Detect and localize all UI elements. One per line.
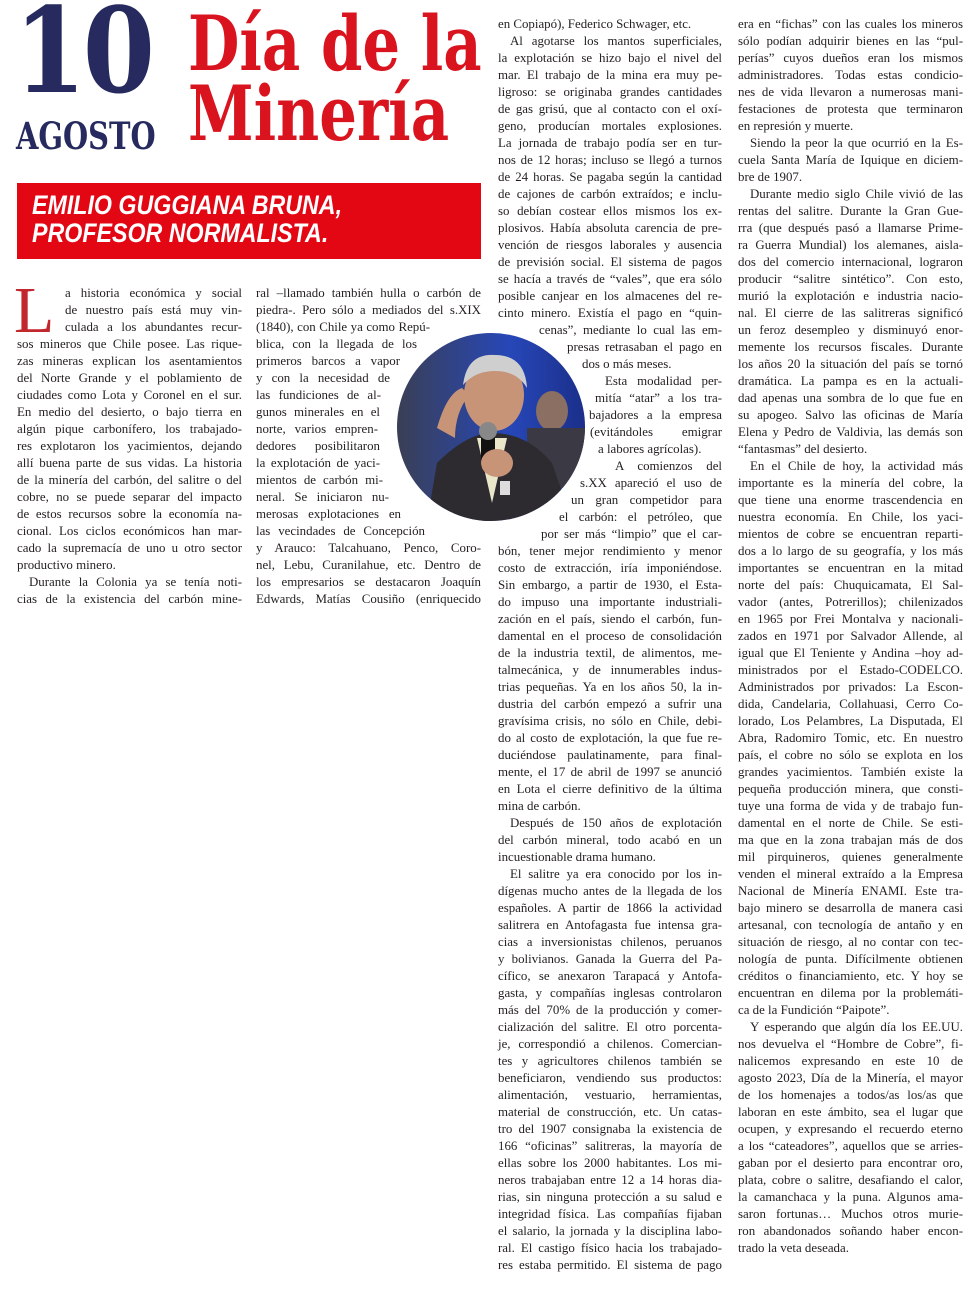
text-line: un feroz desempleo y disminuyó enor- <box>738 323 963 337</box>
text-line: mitía “atar” a los tra- <box>595 391 722 405</box>
text-line: Al agotarse los mantos superficiales, <box>510 34 722 48</box>
text-line: ellas sobre los 2000 habitantes. Los mi- <box>498 1156 722 1170</box>
text-line: a historia económica y social <box>65 286 242 300</box>
text-line: trado la veta deseada. <box>738 1241 849 1255</box>
text-line: se hacía a través de “vales”, que era sólo <box>498 272 722 286</box>
text-line: créditos o financiamiento, etc. Y hoy se <box>738 969 963 983</box>
text-line: rias, sin ninguna protección a su salud e <box>498 1190 722 1204</box>
text-line: integridad física. Las compañías fijaban <box>498 1207 722 1221</box>
text-line: (evitándoles emigrar <box>590 425 722 439</box>
headline-line-1: Día de la <box>188 0 482 88</box>
text-line: cialización del salitre. El otro porcenta- <box>498 1020 722 1034</box>
text-line: incuestionable drama humano. <box>498 850 656 864</box>
text-line: norte del país: Chuquicamata, El Sal- <box>738 578 963 592</box>
text-line: cenas”, mediante lo cual las em- <box>539 323 722 337</box>
text-line: a los “cateadores”, aquellos que se arries- <box>738 1139 963 1153</box>
text-line: de previsión social. El sistema de pagos <box>498 255 722 269</box>
text-line: Abra, Radomiro Tomic, etc. En nuestro <box>738 731 963 745</box>
text-line: primeros barcos a vapor <box>256 354 400 368</box>
text-line: tuye una forma de vida y de trabajo fun- <box>738 799 963 813</box>
text-line: dígenas mucho antes de la llegada de los <box>498 884 722 898</box>
text-line: los empresarios se destacaron Joaquín <box>256 575 481 589</box>
text-line: ral –llamado también hulla o carbón de <box>256 286 481 300</box>
text-line: cias a inversionistas chilenos, peruanos <box>498 935 722 949</box>
text-line: grandes yacimientos. También existe la <box>738 765 963 779</box>
text-line: cias de la existencia del carbón mine- <box>17 592 242 606</box>
text-line: plosivos. Había absoluta carencia de pre- <box>498 221 722 235</box>
text-line: mina de carbón. <box>498 799 581 813</box>
text-line: alimentación, vestuario, herramientas, <box>498 1088 722 1102</box>
text-line: je, correspondió a chilenos. Comercian- <box>498 1037 722 1051</box>
text-line: presas retrasaban el pago en <box>567 340 722 354</box>
text-line: agosto 2023, Día de la Minería, el mayor <box>738 1071 963 1085</box>
text-line: nes de vida llevaron a numerosas mani- <box>738 85 963 99</box>
text-line: damental en el norte de Chile. Se esti- <box>738 816 963 830</box>
text-line: (1840), con Chile ya como Repú- <box>256 320 430 334</box>
text-line: situación de riesgo, al no contar con tec- <box>738 935 963 949</box>
text-line: bón, tener mejor rendimiento y menor <box>498 544 722 558</box>
text-line: españoles. A partir de 1866 la actividad <box>498 901 722 915</box>
text-line: nología de punta. Difícilmente obtienen <box>738 952 963 966</box>
text-line: geno, producían mortales explosiones. <box>498 119 722 133</box>
text-line: dustria del carbón empezó a sufrir una <box>498 697 722 711</box>
text-line: sos mineros que Chile posee. Las rique- <box>17 337 242 351</box>
author-name: EMILIO GUGGIANA BRUNA, <box>32 190 343 220</box>
text-line: vador (antes, Potrerillos); chilenizados <box>738 595 963 609</box>
text-line: la explotación de yaci- <box>256 456 380 470</box>
text-line: trias pequeñas. Ya en los años 50, la in- <box>498 680 722 694</box>
text-line: murió la explotación e industria nacio- <box>738 289 963 303</box>
text-line: que tiene una enorme trascendencia en <box>738 493 963 507</box>
text-line: do al costo de explotación, la que fue re- <box>498 731 722 745</box>
text-line: del Norte Grande y el poblamiento de <box>17 371 242 385</box>
text-line: y bolivianos. Ganada la Guerra del Pa- <box>498 952 722 966</box>
text-line: de la minería del carbón, del salitre o del <box>17 473 242 487</box>
text-line: de cajones de carbón extraídos; e inclu- <box>498 187 722 201</box>
text-line: de nuestro país está muy vin- <box>65 303 242 317</box>
text-line: Durante la Colonia ya se tenía noti- <box>29 575 242 589</box>
text-line: cífico, se anexaron Tarapacá y Antofa- <box>498 969 722 983</box>
text-line: nuestra economía. En Chile, los yaci- <box>738 510 963 524</box>
text-line: merosas explotaciones en <box>256 507 401 521</box>
text-line: Durante medio siglo Chile vivió de las <box>750 187 963 201</box>
text-line: cobre, no se puede separar del impacto <box>17 490 242 504</box>
text-line: por ser más “limpio” que el car- <box>541 527 722 541</box>
text-line: gravísima crisis, no sólo en Chile, debi- <box>498 714 722 728</box>
text-line: de los homenajes a todos/as los/as que <box>738 1088 963 1102</box>
text-line: algún pique carbonífero, los trabajado- <box>17 422 242 436</box>
text-line: saron fortunas… Muchos otros murie- <box>738 1207 963 1221</box>
text-line: Sin embargo, a partir de 1930, el Esta- <box>498 578 722 592</box>
text-line: bajadores a la empresa <box>589 408 722 422</box>
text-line: de 24 horas. Se pagaba según la cantidad <box>498 170 722 184</box>
text-line: costo de extracción, iría imponiéndose. <box>498 561 722 575</box>
text-line: dramática. La pampa es en la actuali- <box>738 374 963 388</box>
text-line: Y esperando que algún día los EE.UU. <box>750 1020 963 1034</box>
text-line: Después de 150 años de explotación <box>510 816 722 830</box>
text-line: ma que en la zona trabajan más de dos <box>738 833 963 847</box>
author-title: PROFESOR NORMALISTA. <box>32 218 329 248</box>
text-line: bre de 1907. <box>738 170 803 184</box>
text-line: sólo podían adquirir bienes en las “pul- <box>738 34 963 48</box>
text-line: dad apenas una sombra de lo que fue en <box>738 391 963 405</box>
text-line: a labores agrícolas). <box>598 442 702 456</box>
text-line: zados en 1971 por Salvador Allende, al <box>738 629 963 643</box>
text-line: igual que El Teniente y Andina –hoy ad- <box>738 646 963 660</box>
text-line: ra Guerra Mundial) los alemanes, aisla- <box>738 238 963 252</box>
drop-cap: L <box>14 274 55 347</box>
text-line: nalicemos expresando en este 10 de <box>738 1054 963 1068</box>
text-line: en 1965 por Frei Montalva y nacionali- <box>738 612 963 626</box>
text-line: ral. El castigo físico hacia los trabajado- <box>498 1241 722 1255</box>
text-line: Elena y Pedro de Valdivia, las demás son <box>738 425 963 439</box>
text-line: de la industria textil, de alimentos, me- <box>498 646 722 660</box>
text-line: gunos minerales en el <box>256 405 380 419</box>
text-line: de estos recursos sobre la economía na- <box>17 507 242 521</box>
text-line: en Lota el cierre definitivo de la última <box>498 782 722 796</box>
text-line: rra (que después pasó a llamarse Prime- <box>738 221 963 235</box>
text-line: rentas del salitre. Durante la Gran Gue- <box>738 204 963 218</box>
text-line: era en “fichas” con las cuales los mineros <box>738 17 963 31</box>
text-line: ciudades como Lota y Coronel en el sur. <box>17 388 242 402</box>
text-line: mente, el 17 de abril de 1997 se anunció <box>498 765 722 779</box>
text-line: laboran en este ámbito, sea el lugar que <box>738 1105 963 1119</box>
text-line: ministrados por el Estado-CODELCO. <box>738 663 963 677</box>
text-line: venden el mineral extraído a la Empresa <box>738 867 963 881</box>
text-line: dos a lo largo de su geografía, y los más <box>738 544 963 558</box>
text-line: nos devuelva el “Hombre de Cobre”, fi- <box>738 1037 963 1051</box>
text-line: tes y agricultores chilenos también se <box>498 1054 722 1068</box>
text-line: beneficiaron, vendiendo sus productos: <box>498 1071 722 1085</box>
text-line: mientos de carbón mi- <box>256 473 383 487</box>
text-line: el salario, la jornada y la disciplina labo- <box>498 1224 722 1238</box>
text-line: los años 20 la situación del país se tornó <box>738 357 963 371</box>
text-line: ligroso: se originaba grandes cantidades <box>498 85 722 99</box>
text-line: mar. El trabajo de la mina era muy pe- <box>498 68 722 82</box>
text-line: mil pirquineros, quienes generalmente <box>738 850 963 864</box>
text-line: zas mineras explican los asentamientos <box>17 354 242 368</box>
text-line: posible canjear en los almacenes del re- <box>498 289 722 303</box>
text-line: gasta, y compañías inglesas controlaron <box>498 986 722 1000</box>
text-line: lorado, Los Pelambres, La Disputada, El <box>738 714 963 728</box>
text-line: las fundiciones de al- <box>256 388 381 402</box>
text-line: festaciones de protesta que terminaron <box>738 102 963 116</box>
text-line: talmecánica, y de innumerables indus- <box>498 663 722 677</box>
text-line: tro del 1907 consignaba la existencia de <box>498 1122 722 1136</box>
text-line: material de construcción, etc. Un catas- <box>498 1105 722 1119</box>
author-photo <box>397 333 585 521</box>
text-line: dos del comercio internacional, lograron <box>738 255 963 269</box>
text-line: encuentran en dilema por la problemáti- <box>738 986 963 1000</box>
text-line: norte, varios empren- <box>256 422 378 436</box>
text-line: neral. Se iniciaron nu- <box>256 490 389 504</box>
text-line: zación en el país, siendo el carbón, fun- <box>498 612 722 626</box>
text-line: Administrados por privados: La Escon- <box>738 680 963 694</box>
text-line: perías” cuyos dueños eran los mismos <box>738 51 963 65</box>
text-line: cional. Los ciclos económicos han mar- <box>17 524 242 538</box>
text-line: la camanchaca y la puna. Algunos ama- <box>738 1190 963 1204</box>
author-banner <box>17 183 481 259</box>
text-line: A comienzos del <box>615 459 722 473</box>
text-line: la explotación se hizo bajo el nivel del <box>498 51 722 65</box>
text-line: bajo minero se desarrolla de manera casi <box>738 901 963 915</box>
text-line: Nacional de Minería ENAMI. Este tra- <box>738 884 963 898</box>
text-line: memente los recursos fiscales. Durante <box>738 340 963 354</box>
text-line: importante es la minería del cobre, la <box>738 476 963 490</box>
text-line: do impuso una importante industriali- <box>498 595 722 609</box>
text-line: “fantasmas” del desierto. <box>738 442 868 456</box>
text-line: Siendo la peor la que ocurrió en la Es- <box>750 136 963 150</box>
text-line: su apogeo. Salvo las oficinas de María <box>738 408 963 422</box>
text-line: res estaba permitido. El sistema de pago <box>498 1258 722 1272</box>
text-line: vención de riesgos laborales y ausencia <box>498 238 722 252</box>
text-line: artesanal, con tecnología de antaño y en <box>738 918 963 932</box>
text-line: y Arauco: Talcahuano, Penco, Coro- <box>256 541 481 555</box>
text-line: neros trabajaban entre 12 a 14 horas dia- <box>498 1173 722 1187</box>
text-line: nal. El cierre de las salitreras significó <box>738 306 963 320</box>
text-line: productivo minero. <box>17 558 116 572</box>
text-line: damental en el proceso de consolidación <box>498 629 722 643</box>
text-line: nel, Lebu, Curanilahue, etc. Dentro de <box>256 558 481 572</box>
text-line: país, el cobre no sólo se explota en los <box>738 748 963 762</box>
text-line: en represión y muerte. <box>738 119 854 133</box>
headline-line-2: Minería <box>188 69 450 158</box>
text-line: ron abandonados soñando haber encon- <box>738 1224 963 1238</box>
text-line: allí buena parte de sus vidas. La historia <box>17 456 242 470</box>
text-line: El salitre ya era conocido por los in- <box>510 867 722 881</box>
text-line: más del 70% de la producción y comer- <box>498 1003 722 1017</box>
text-line: piedra-. Pero sólo a mediados del s.XIX <box>256 303 481 317</box>
text-line: dida, Candelaria, Collahuasi, Cerro Co- <box>738 697 963 711</box>
text-line: las vecindades de Concepción <box>256 524 425 538</box>
text-line: Esta modalidad per- <box>605 374 722 388</box>
date-month: AGOSTO <box>16 114 156 158</box>
text-line: cado la supremacía de uno u otro sector <box>17 541 242 555</box>
text-line: salitrera en Antofagasta fue intensa gra- <box>498 918 722 932</box>
text-line: duciéndose paulatinamente, para final- <box>498 748 722 762</box>
text-line: culada a los abundantes recur- <box>65 320 242 334</box>
text-line: res explotaron los yacimientos, dejando <box>17 439 242 453</box>
text-line: En medio del desierto, o bajo tierra en <box>17 405 242 419</box>
text-line: ca de la Fundición “Paipote”. <box>738 1003 890 1017</box>
date-day: 10 <box>14 0 152 120</box>
text-line: so debían costear ellos mismos los ex- <box>498 204 722 218</box>
text-line: Edwards, Matías Cousiño (enriquecido <box>256 592 481 606</box>
text-line: s.XX apareció el uso de <box>580 476 722 490</box>
text-line: En el Chile de hoy, la actividad más <box>750 459 963 473</box>
text-line: 166 “oficinas” salitreras, la mayoría de <box>498 1139 722 1153</box>
text-line: y con la necesidad de <box>256 371 390 385</box>
text-line: mientos de cobre se encuentran reparti- <box>738 527 963 541</box>
text-line: en Copiapó), Federico Schwager, etc. <box>498 17 692 31</box>
text-line: dedores posibilitaron <box>256 439 380 453</box>
text-line: cuela Santa María de Iquique en diciem- <box>738 153 963 167</box>
text-line: gaban por el desierto para encontrar oro, <box>738 1156 963 1170</box>
text-line: La jornada de trabajo podía ser en tur- <box>498 136 722 150</box>
text-line: pequeña producción minera, que consti- <box>738 782 963 796</box>
text-line: dos o más meses. <box>582 357 672 371</box>
text-line: del carbón mineral, todo acabó en un <box>498 833 722 847</box>
text-line: nos de 12 horas; incluso se llegó a turnos <box>498 153 722 167</box>
text-line: de gas grisú, que al contacto con el oxí- <box>498 102 722 116</box>
text-line: el carbón: el petróleo, que <box>559 510 722 524</box>
text-line: importantes se encuentran en la mitad <box>738 561 963 575</box>
text-line: cinto minero. Existía el pago en “quin- <box>498 306 722 320</box>
text-line: ocupen, y expresando el recuerdo eterno <box>738 1122 963 1136</box>
text-line: administradores. Todas estas condicio- <box>738 68 963 82</box>
text-line: un gran competidor para <box>571 493 722 507</box>
text-line: blica, con la llegada de los <box>256 337 417 351</box>
text-line: plata, cobre o salitre, desafiando el calor, <box>738 1173 963 1187</box>
text-line: producir “salitre sintético”. Con esto, <box>738 272 963 286</box>
